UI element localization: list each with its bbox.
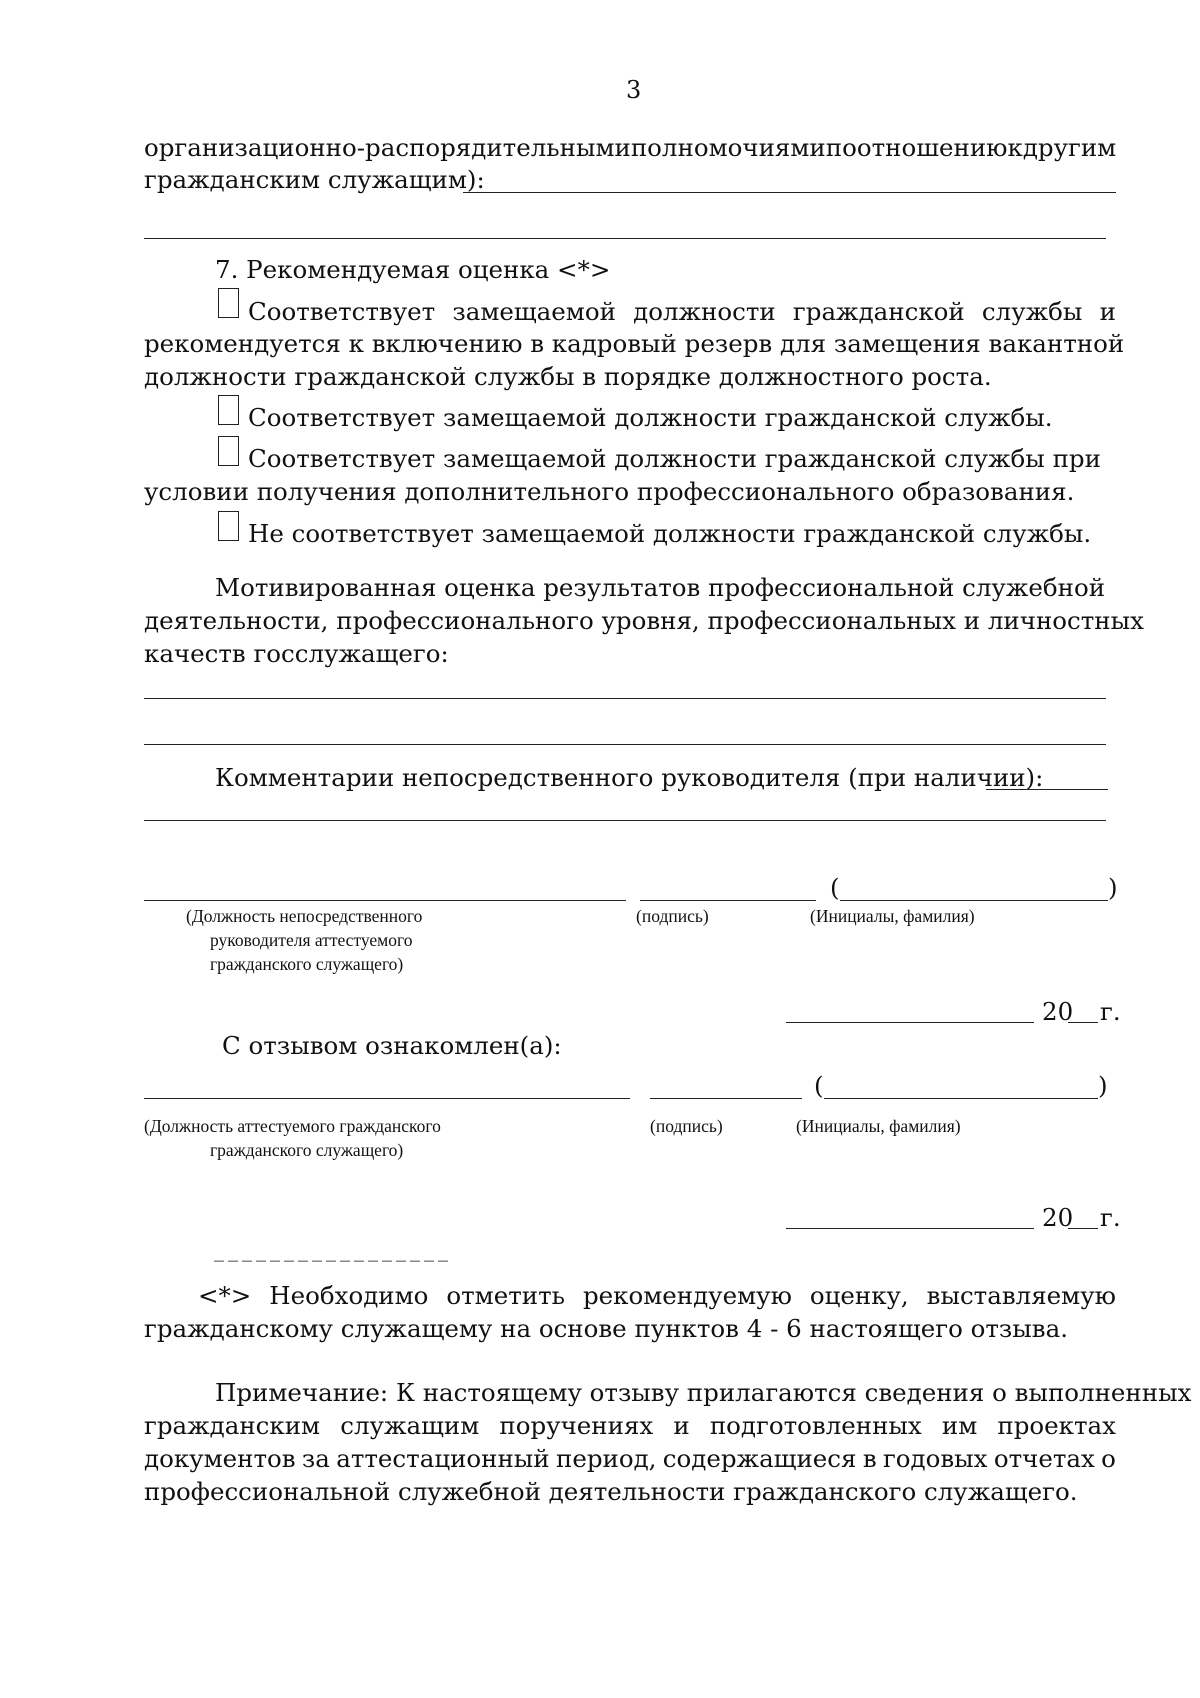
note-line-2-text-word: и xyxy=(673,1411,690,1440)
option-1-line-2: рекомендуется к включению в кадровый резерв для замещения вакантной xyxy=(144,329,1125,358)
checkbox-option-3[interactable] xyxy=(218,436,239,466)
option-3-line-1: Соответствует замещаемой должности гражданской службы при xyxy=(248,444,1101,473)
supervisor-open-paren: ( xyxy=(830,873,840,902)
note-line-3-text-word: за xyxy=(301,1444,330,1473)
intro-line-1-text-word: к xyxy=(1007,133,1023,162)
footnote-line-1-text-word: оценку, xyxy=(809,1281,909,1310)
note-line-2 xyxy=(144,1410,1116,1442)
note-line-3-text-word: в xyxy=(862,1444,877,1473)
note-line-3-text-word: о xyxy=(1101,1444,1116,1473)
supervisor-close-paren: ) xyxy=(1108,873,1118,902)
footnote-line-1 xyxy=(198,1280,1116,1312)
intro-line-1-text-word: по xyxy=(825,133,857,162)
option-1-line-1-text-word: должности xyxy=(633,297,776,326)
footnote-line-1-text-word: <*> xyxy=(198,1281,252,1310)
footnote-line-1-text-word: рекомендуемую xyxy=(582,1281,792,1310)
note-line-2-text-word: им xyxy=(941,1411,978,1440)
note-line-3-text-word: аттестационный xyxy=(336,1444,550,1473)
supervisor-signature-line[interactable] xyxy=(640,900,816,901)
intro-line-1-text-word: отношению xyxy=(856,133,1008,162)
option-1-line-1-text-word: службы xyxy=(981,297,1083,326)
option-1-line-1-text-word: гражданской xyxy=(792,297,965,326)
acquainted-signature-line[interactable] xyxy=(650,1098,802,1099)
checkbox-option-1[interactable] xyxy=(218,288,239,318)
supervisor-name-caption: (Инициалы, фамилия) xyxy=(810,906,975,926)
note-line-2-text-word: гражданским xyxy=(144,1411,321,1440)
note-line-3-text-word: отчетах xyxy=(993,1444,1095,1473)
supervisor-position-caption-1: (Должность непосредственного xyxy=(186,906,423,926)
supervisor-position-line[interactable] xyxy=(144,900,626,901)
acquainted-position-caption-1: (Должность аттестуемого гражданского xyxy=(144,1116,441,1136)
intro-line-1-text-word: полномочиями xyxy=(630,133,826,162)
comments-fill-line[interactable] xyxy=(144,820,1106,821)
footnote-line-1-text-word: отметить xyxy=(446,1281,566,1310)
acquainted-date-line[interactable] xyxy=(786,1228,1034,1229)
acquainted-year-line[interactable] xyxy=(1068,1228,1098,1229)
checkbox-option-2[interactable] xyxy=(218,395,239,425)
motivated-fill-line-2[interactable] xyxy=(144,744,1106,745)
motivated-line-3: качеств госслужащего: xyxy=(144,639,449,668)
note-line-2-text-word: подготовленных xyxy=(709,1411,922,1440)
motivated-fill-line-1[interactable] xyxy=(144,698,1106,699)
intro-line-1 xyxy=(144,132,1116,164)
checkbox-option-4[interactable] xyxy=(218,511,239,541)
note-line-2-text-word: поручениях xyxy=(499,1411,654,1440)
supervisor-year-line[interactable] xyxy=(1068,1022,1098,1023)
option-1-line-1 xyxy=(248,296,1116,328)
option-3-line-2: условии получения дополнительного профессионального образования. xyxy=(144,477,1075,506)
acquainted-label: С отзывом ознакомлен(а): xyxy=(222,1031,562,1060)
acquainted-name-caption: (Инициалы, фамилия) xyxy=(796,1116,961,1136)
intro-line-1-text-word: другим xyxy=(1022,133,1117,162)
acquainted-name-line[interactable] xyxy=(824,1098,1098,1099)
supervisor-date-line[interactable] xyxy=(786,1022,1034,1023)
option-1-line-1-text-word: замещаемой xyxy=(452,297,616,326)
acquainted-signature-caption: (подпись) xyxy=(650,1116,723,1136)
intro-line-1-text-word: организационно-распорядительными xyxy=(144,133,631,162)
intro-fill-line-2[interactable] xyxy=(144,238,1106,239)
supervisor-position-caption-2: руководителя аттестуемого xyxy=(210,930,413,950)
footnote-line-1-text-word: Необходимо xyxy=(269,1281,429,1310)
option-2-line-1: Соответствует замещаемой должности гражданской службы. xyxy=(248,403,1053,432)
acquainted-close-paren: ) xyxy=(1098,1071,1108,1100)
acquainted-year-text: 20 xyxy=(1042,1203,1074,1232)
note-line-2-text-word: проектах xyxy=(997,1411,1116,1440)
acquainted-position-caption-2: гражданского служащего) xyxy=(210,1140,404,1160)
acquainted-year-suffix: г. xyxy=(1100,1203,1121,1232)
note-line-1: Примечание: К настоящему отзыву прилагаются сведения о выполненных xyxy=(215,1378,1192,1407)
comments-fill-line-inline[interactable] xyxy=(986,789,1108,790)
section7-heading: 7. Рекомендуемая оценка <*> xyxy=(215,255,611,284)
supervisor-year-text: 20 xyxy=(1042,997,1074,1026)
option-1-line-1-text-word: Соответствует xyxy=(248,297,436,326)
note-line-3 xyxy=(144,1443,1116,1475)
note-line-3-text-word: годовых xyxy=(882,1444,988,1473)
option-1-line-1-text-word: и xyxy=(1099,297,1116,326)
supervisor-year-suffix: г. xyxy=(1100,997,1121,1026)
page-number: 3 xyxy=(626,76,642,104)
note-line-2-text-word: служащим xyxy=(340,1411,480,1440)
supervisor-name-line[interactable] xyxy=(840,900,1108,901)
supervisor-signature-caption: (подпись) xyxy=(636,906,709,926)
note-line-4: профессиональной служебной деятельности гражданского служащего. xyxy=(144,1477,1078,1506)
acquainted-position-line[interactable] xyxy=(144,1098,630,1099)
footnote-separator: _________________ xyxy=(214,1238,452,1262)
option-1-line-3: должности гражданской службы в порядке должностного роста. xyxy=(144,362,992,391)
intro-line-2-label: гражданским служащим): xyxy=(144,165,485,194)
acquainted-open-paren: ( xyxy=(814,1071,824,1100)
footnote-line-1-text-word: выставляемую xyxy=(926,1281,1116,1310)
motivated-line-2: деятельности, профессионального уровня, профессиональных и личностных xyxy=(144,606,1144,635)
footnote-line-2: гражданскому служащему на основе пунктов 4 - 6 настоящего отзыва. xyxy=(144,1314,1068,1343)
motivated-line-1: Мотивированная оценка результатов профессиональной служебной xyxy=(215,573,1106,602)
intro-fill-line[interactable] xyxy=(463,192,1116,193)
comments-label: Комментарии непосредственного руководителя (при наличии): xyxy=(215,763,1044,792)
note-line-3-text-word: документов xyxy=(144,1444,296,1473)
option-4-line-1: Не соответствует замещаемой должности гражданской службы. xyxy=(248,519,1092,548)
supervisor-position-caption-3: гражданского служащего) xyxy=(210,954,404,974)
note-line-3-text-word: период, xyxy=(555,1444,657,1473)
note-line-3-text-word: содержащиеся xyxy=(662,1444,857,1473)
